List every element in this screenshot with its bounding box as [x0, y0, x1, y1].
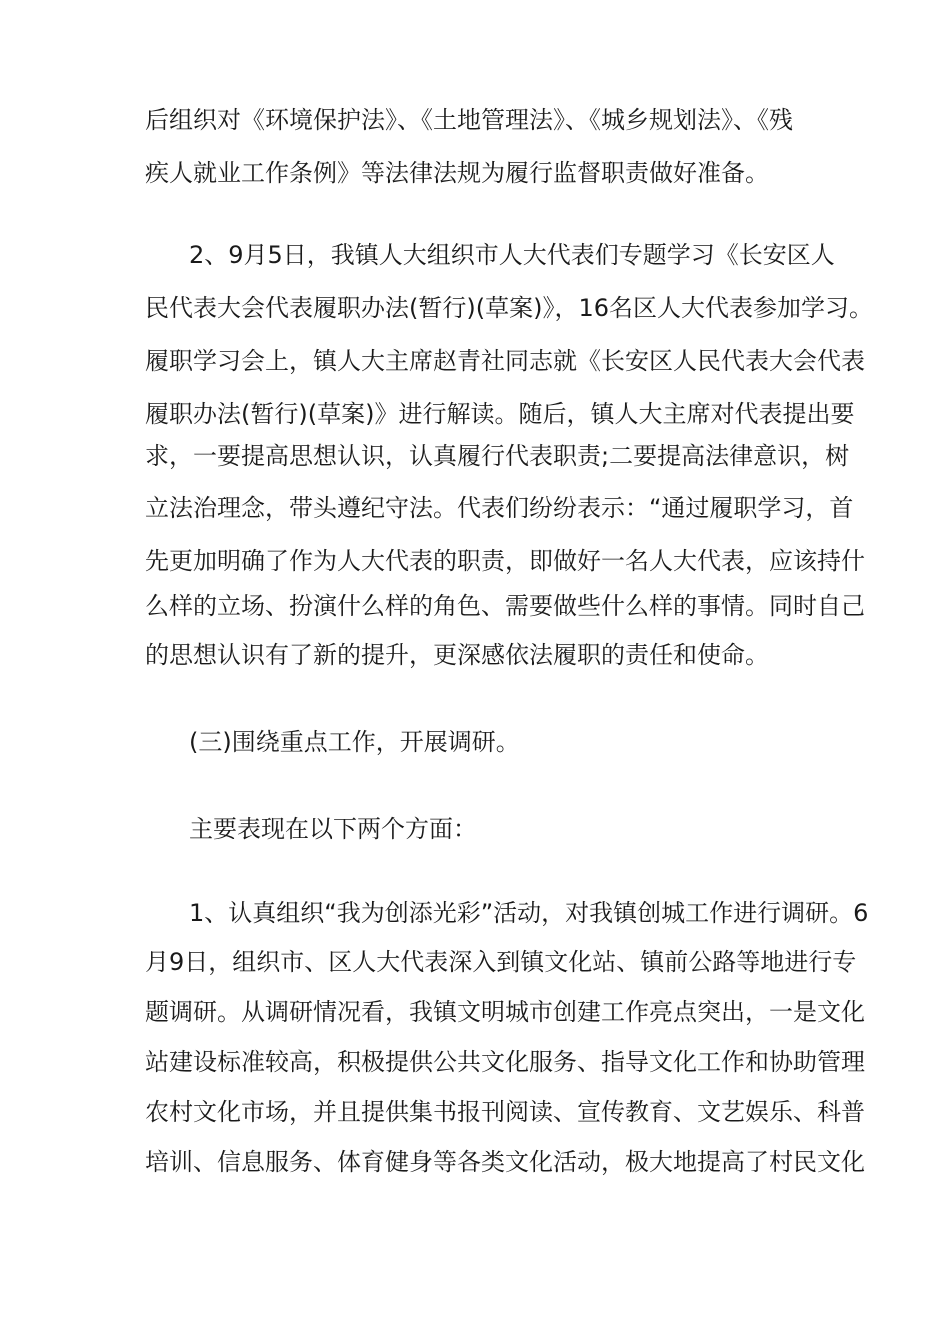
text-line: 先更加明确了作为人大代表的职责，即做好一名人大代表，应该持什: [145, 547, 865, 575]
text-line: 求，一要提高思想认识，认真履行代表职责;二要提高法律意识，树: [145, 442, 850, 470]
paragraph-start-line: 主要表现在以下两个方面：: [189, 815, 477, 843]
text-line: 履职办法(暂行)(草案)》进行解读。随后，镇人大主席对代表提出要: [145, 400, 855, 428]
text-line: 后组织对《环境保护法》、《土地管理法》、《城乡规划法》、《残: [145, 106, 793, 134]
text-line: 培训、信息服务、体育健身等各类文化活动，极大地提高了村民文化: [145, 1148, 865, 1176]
text-line: 疾人就业工作条例》等法律法规为履行监督职责做好准备。: [145, 159, 769, 187]
text-line: 站建设标准较高，积极提供公共文化服务、指导文化工作和协助管理: [145, 1048, 865, 1076]
text-line: 么样的立场、扮演什么样的角色、需要做些什么样的事情。同时自己: [145, 592, 865, 620]
text-line: 履职学习会上，镇人大主席赵青社同志就《长安区人民代表大会代表: [145, 347, 865, 375]
text-line: 农村文化市场，并且提供集书报刊阅读、宣传教育、文艺娱乐、科普: [145, 1098, 865, 1126]
text-line: 月9日，组织市、区人大代表深入到镇文化站、镇前公路等地进行专: [145, 948, 857, 976]
paragraph-start-line: 2、9月5日，我镇人大组织市人大代表们专题学习《长安区人: [189, 241, 835, 269]
text-line: 民代表大会代表履职办法(暂行)(草案)》，16名区人大代表参加学习。: [145, 294, 873, 322]
text-line: 题调研。从调研情况看，我镇文明城市创建工作亮点突出，一是文化: [145, 998, 865, 1026]
section-heading: (三)围绕重点工作，开展调研。: [189, 728, 520, 756]
paragraph-start-line: 1、认真组织“我为创添光彩”活动，对我镇创城工作进行调研。6: [189, 899, 869, 927]
text-line: 的思想认识有了新的提升，更深感依法履职的责任和使命。: [145, 641, 769, 669]
text-line: 立法治理念，带头遵纪守法。代表们纷纷表示：“通过履职学习，首: [145, 494, 854, 522]
